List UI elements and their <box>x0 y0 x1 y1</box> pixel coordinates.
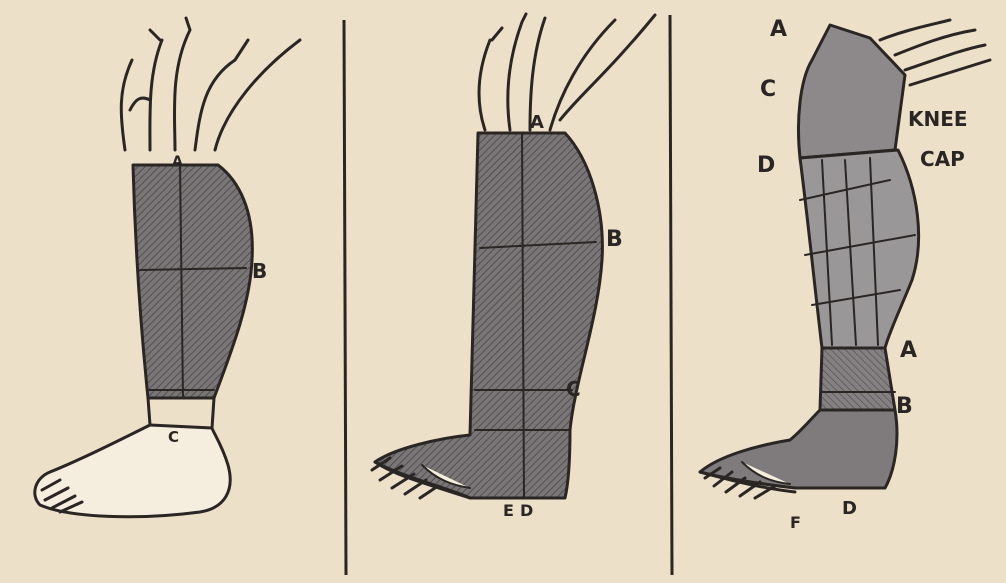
fig2-tendons <box>479 14 655 130</box>
fig2-leg <box>375 133 602 498</box>
fig2-label-b: B <box>606 227 623 252</box>
knee-cap-label-line-2: CAP <box>920 147 965 171</box>
fig1-label-c: C <box>168 428 180 446</box>
fig3-foot <box>700 410 897 488</box>
divider-right <box>670 15 672 575</box>
fig2-label-c: C <box>566 377 581 401</box>
fig3-label-d-bottom: D <box>842 498 857 519</box>
fig3-ankle-band <box>820 348 895 410</box>
fig3-knee <box>799 25 906 158</box>
fig3-label-a-lower: A <box>900 338 918 363</box>
fig3-label-a-top: A <box>770 17 788 42</box>
fig1-leg <box>133 165 252 398</box>
knee-cap-label-line-1: KNEE <box>908 107 968 131</box>
fig1-label-b: B <box>252 259 268 283</box>
fig3-label-b: B <box>896 394 913 419</box>
fig2-label-e: E <box>503 501 514 520</box>
fig2-label-a: A <box>530 112 544 133</box>
fig1-label-a: A <box>172 154 183 170</box>
fig3-label-c: C <box>760 77 777 102</box>
divider-left <box>344 20 346 575</box>
fig3-leg <box>800 150 919 348</box>
fig2-label-d: D <box>520 501 534 520</box>
figure-3 <box>700 20 990 498</box>
fig3-label-d-side: D <box>757 153 776 178</box>
figure-2 <box>372 14 655 498</box>
fig3-label-f: F <box>790 513 801 532</box>
fig1-tendons <box>121 18 300 150</box>
